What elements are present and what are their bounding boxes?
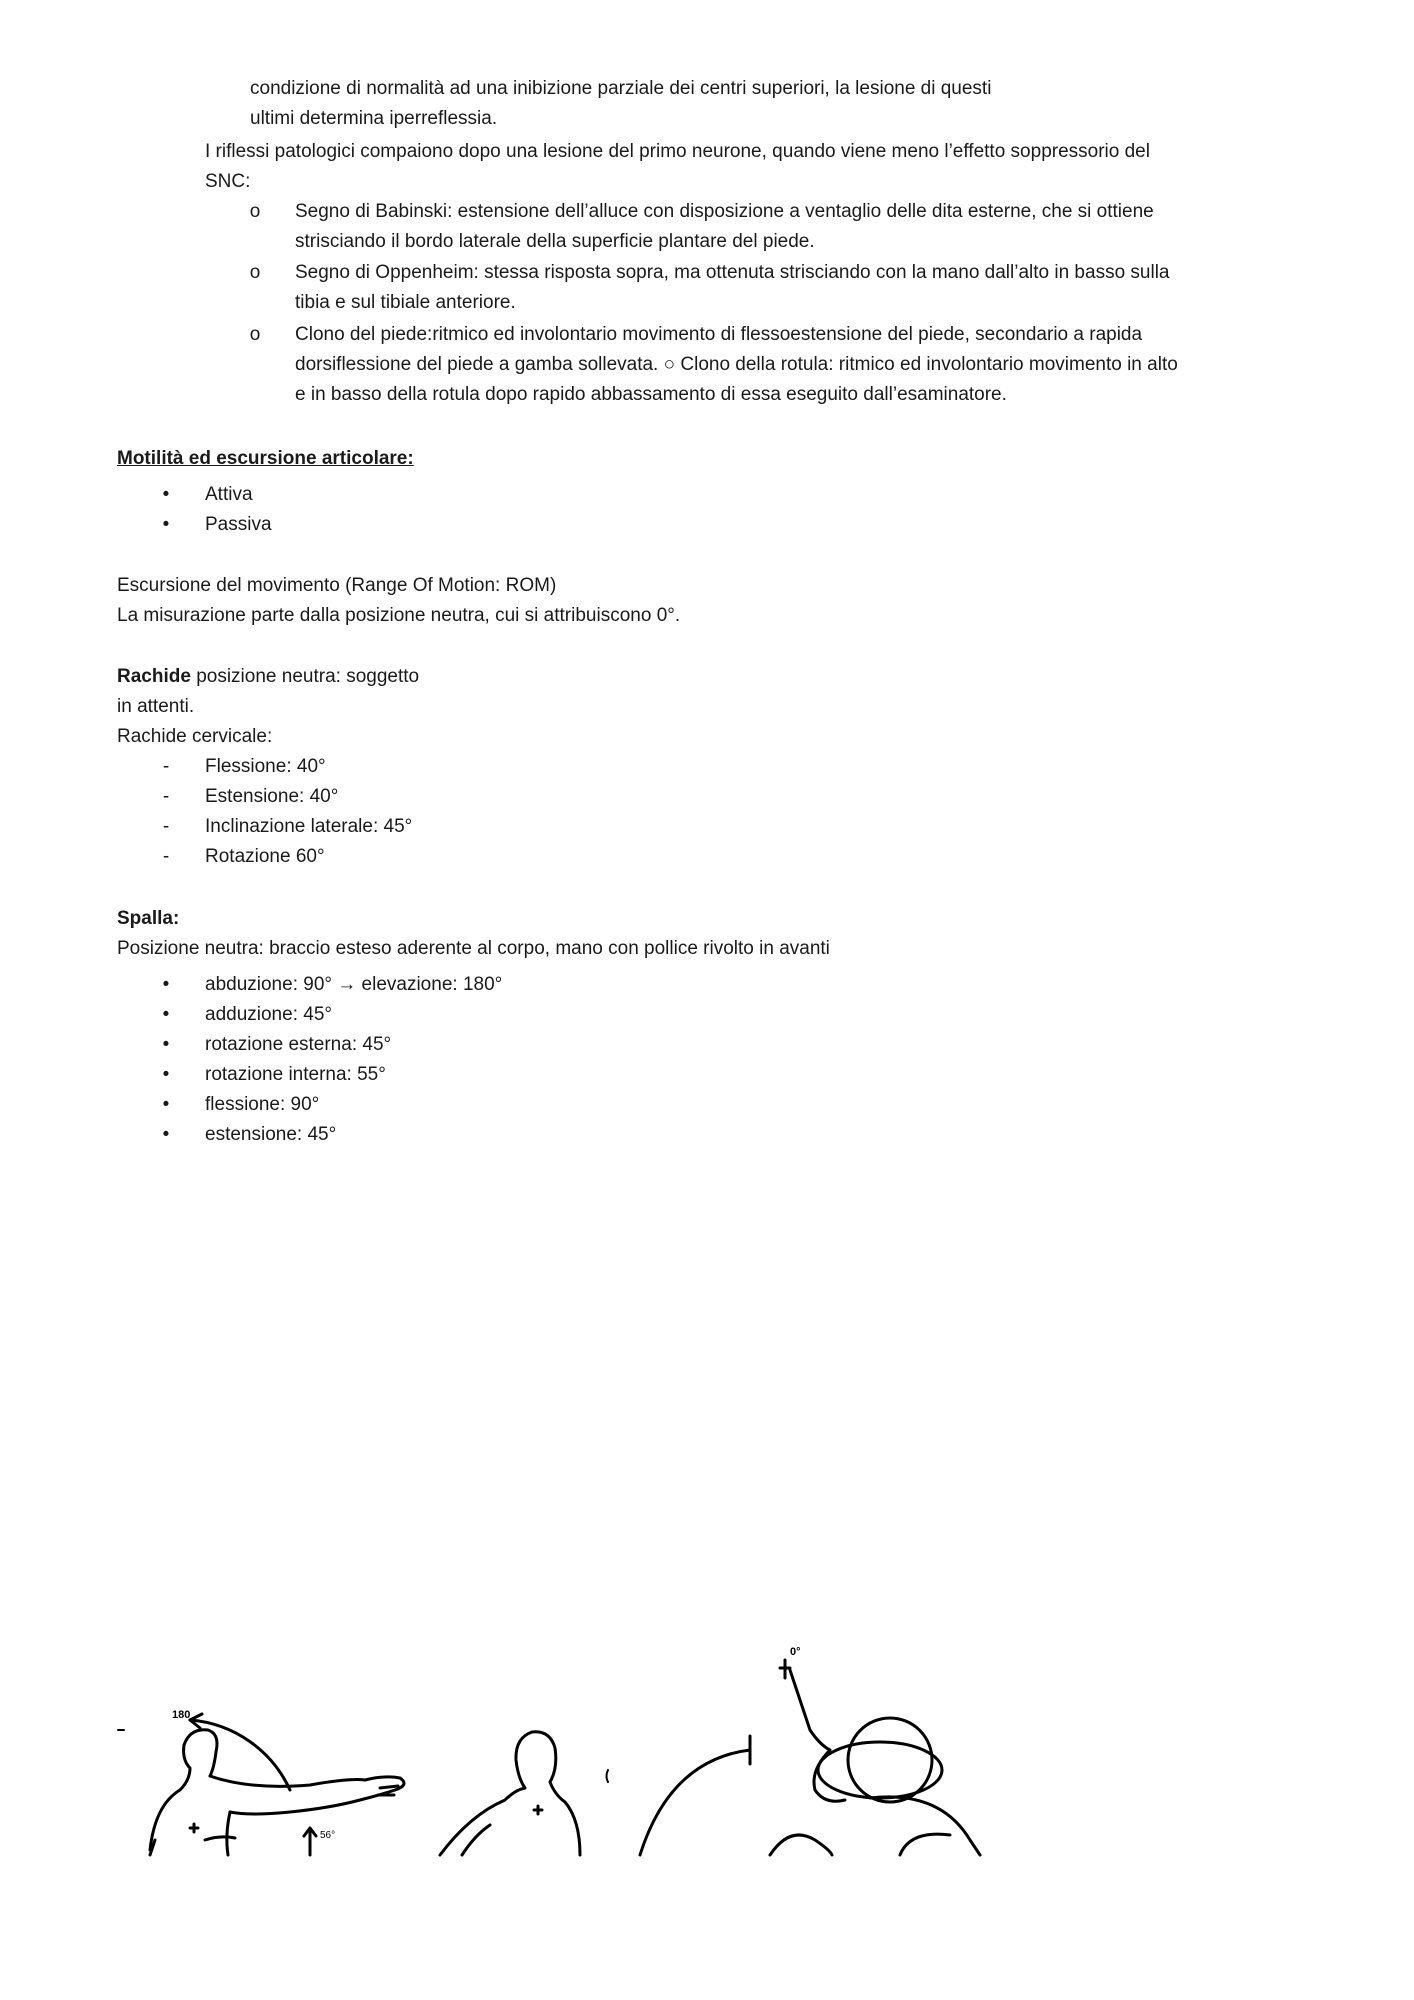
figure-2-body: [440, 1732, 580, 1855]
shoulder-rom-drawings: [110, 1640, 1070, 1890]
figure-abduction: [150, 1709, 404, 1855]
label-56: 56°: [320, 1830, 336, 1841]
label-0: 0°: [790, 1646, 801, 1658]
figure-3-back: [870, 1797, 980, 1855]
riflessi-line-2: SNC:: [205, 171, 251, 192]
list-item-line: e in basso della rotula dopo rapido abbassamento di essa eseguito dall’esaminatore.: [295, 384, 1007, 405]
figure-3-head: [848, 1718, 932, 1802]
figure-1-torso: [227, 1812, 230, 1855]
figure-3-elbow: [900, 1834, 950, 1855]
figure-top-view: [640, 1646, 980, 1855]
label-180: 180: [172, 1709, 191, 1721]
list-item-line: Clono del piede:ritmico ed involontario movimento di flessoestensione del piede, secondario a rapida: [295, 324, 1143, 345]
dash-marker: -: [162, 816, 170, 837]
list-item: [162, 1060, 386, 1090]
list-item: [162, 782, 339, 812]
list-item-babinski: [249, 197, 1154, 257]
list-item-text: adduzione: 45°: [205, 1004, 332, 1025]
list-item-line: strisciando il bordo laterale della superficie plantare del piede.: [295, 231, 815, 252]
list-marker: o: [249, 201, 261, 222]
figure-1-waist: [205, 1837, 235, 1840]
figure-1-head: [150, 1730, 217, 1850]
list-item: [162, 812, 413, 842]
intro-line-2: ultimi determina iperreflessia.: [250, 108, 498, 129]
list-item-oppenheim: [249, 258, 1170, 318]
list-item: [162, 752, 326, 782]
spalla-heading: Spalla:: [117, 908, 180, 929]
list-item-text: flessione: 90°: [205, 1094, 320, 1115]
figure-3-arc: [640, 1736, 750, 1855]
list-item: [162, 970, 503, 1000]
list-item-text: rotazione esterna: 45°: [205, 1034, 392, 1055]
list-item-line: Segno di Babinski: estensione dell’alluce con disposizione a ventaglio delle dita esterne, che si ottiene: [295, 201, 1154, 222]
rom-line-2: La misurazione parte dalla posizione neutra, cui si attribuiscono 0°.: [117, 605, 681, 626]
figure-1-cross: [190, 1824, 198, 1832]
list-item: [162, 1120, 337, 1150]
bullet-marker: •: [162, 1094, 170, 1115]
figure-1-arm: [210, 1776, 404, 1814]
list-item: [162, 1030, 392, 1060]
rachide-line-1: [117, 662, 419, 692]
list-item-line: Segno di Oppenheim: stessa risposta sopra, ma ottenuta strisciando con la mano dall’alto in basso sulla: [295, 262, 1170, 283]
list-item-line: dorsiflessione del piede a gamba sollevata. ○ Clono della rotula: ritmico ed involontario movimento in alto: [295, 354, 1178, 375]
list-item: [162, 842, 325, 872]
intro-line-1: condizione di normalità ad una inibizione parziale dei centri superiori, la lesione di questi: [250, 78, 992, 99]
rachide-rest: posizione neutra: soggetto: [190, 666, 420, 687]
rachide-bold: Rachide: [117, 666, 191, 687]
list-item-line: tibia e sul tibiale anteriore.: [295, 292, 516, 313]
bullet-marker: •: [162, 974, 170, 995]
motilita-heading: Motilità ed escursione articolare:: [117, 448, 414, 469]
list-item-text: estensione: 45°: [205, 1124, 337, 1145]
bullet-marker: •: [162, 484, 170, 505]
spalla-neutral: Posizione neutra: braccio esteso aderente al corpo, mano con pollice rivolto in avanti: [117, 938, 830, 959]
list-item-text: Attiva: [205, 484, 253, 505]
list-item: [162, 1090, 320, 1120]
list-item-clono: [249, 320, 1178, 410]
dash-marker: -: [162, 786, 170, 807]
bullet-marker: •: [162, 1064, 170, 1085]
list-item-attiva: [162, 480, 253, 510]
list-item-text: abduzione: 90° → elevazione: 180°: [205, 974, 503, 995]
rachide-line-2: in attenti.: [117, 696, 195, 717]
list-item-text: rotazione interna: 55°: [205, 1064, 386, 1085]
list-item-text: Passiva: [205, 514, 272, 535]
list-item-text: Estensione: 40°: [205, 786, 339, 807]
figure-3-shoulders: [818, 1742, 942, 1798]
figure-2-arm: [462, 1825, 490, 1855]
figure-1-up-arrow: [304, 1828, 316, 1855]
rom-line-1: Escursione del movimento (Range Of Motion: ROM): [117, 575, 557, 596]
dash-marker: -: [162, 756, 170, 777]
bullet-marker: •: [162, 1124, 170, 1145]
riflessi-line-1: I riflessi patologici compaiono dopo una lesione del primo neurone, quando viene meno l’effetto soppressorio del: [205, 141, 1150, 162]
bullet-marker: •: [162, 514, 170, 535]
list-item-text: Inclinazione laterale: 45°: [205, 816, 413, 837]
figure-2-cross: [534, 1806, 542, 1814]
bullet-marker: •: [162, 1004, 170, 1025]
figure-profile: [440, 1732, 608, 1855]
list-item: [162, 1000, 332, 1030]
list-item-text: Rotazione 60°: [205, 846, 325, 867]
figure-3-hand-bottom: [770, 1835, 832, 1855]
figure-3-fingers: [780, 1660, 790, 1678]
list-item-text: Flessione: 40°: [205, 756, 326, 777]
figure-3-arm: [790, 1670, 845, 1801]
figure-2-mark: [607, 1770, 609, 1782]
rachide-sub: Rachide cervicale:: [117, 726, 273, 747]
list-item-passiva: [162, 510, 272, 540]
bullet-marker: •: [162, 1034, 170, 1055]
list-marker: o: [249, 324, 261, 345]
list-marker: o: [249, 262, 261, 283]
dash-marker: -: [162, 846, 170, 867]
